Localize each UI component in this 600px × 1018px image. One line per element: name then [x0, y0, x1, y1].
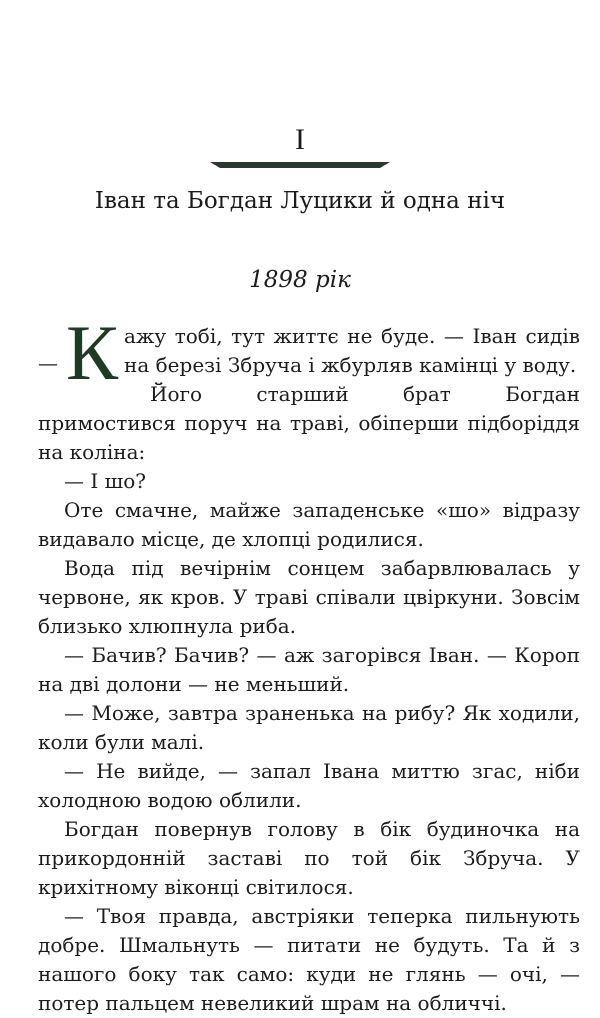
title-ornament — [210, 158, 390, 170]
paragraph-9: Богдан повернув голову в бік будиночка на прикордонній заставі по той бік Збруча. У крихітному віконці світилося. — [38, 817, 580, 899]
chapter-body — [38, 309, 580, 1018]
chapter-number: I — [295, 123, 305, 156]
paragraph-7: — Може, завтра зраненька на рибу? Як ходили, коли були малі. — [38, 701, 580, 754]
paragraph-5: Вода під вечірнім сонцем забарвлювалась у червоне, як кров. У траві співали цвіркуни. Зовсім близько хлюпнула риба. — [38, 556, 580, 638]
drop-cap-letter: К — [66, 309, 119, 396]
chapter-year: 1898 рік — [249, 267, 351, 293]
opening-dash: — — [38, 351, 58, 375]
paragraph-2: Його старший брат Богдан примостився поруч на траві, обіперши підборіддя на коліна: — [38, 382, 580, 464]
paragraph-10: — Твоя правда, австріяки теперка пильнують добре. Шмальнуть — питати не будуть. Та й з нашого боку так само: куди не глянь — очі, — потер пальцем невеликий шрам на обличчі. — [38, 904, 580, 1015]
paragraph-3: — І шо? — [64, 469, 146, 493]
paragraph-6: — Бачив? Бачив? — аж загорівся Іван. — Короп на дві долони — не меньший. — [38, 643, 580, 696]
paragraph-1 — [38, 309, 580, 396]
paragraph-1-text: ажу тобі, тут життє не буде. — Іван сидів на березі Збруча і жбурляв камінці у воду. — [124, 324, 580, 377]
paragraph-8: — Не вийде, — запал Івана миттю згас, ніби холодною водою облили. — [38, 759, 580, 812]
chapter-title: Іван та Богдан Луцики й одна ніч — [94, 188, 506, 214]
paragraph-4: Оте смачне, майже западенське «шо» відразу видавало місце, де хлопці родилися. — [38, 498, 580, 551]
